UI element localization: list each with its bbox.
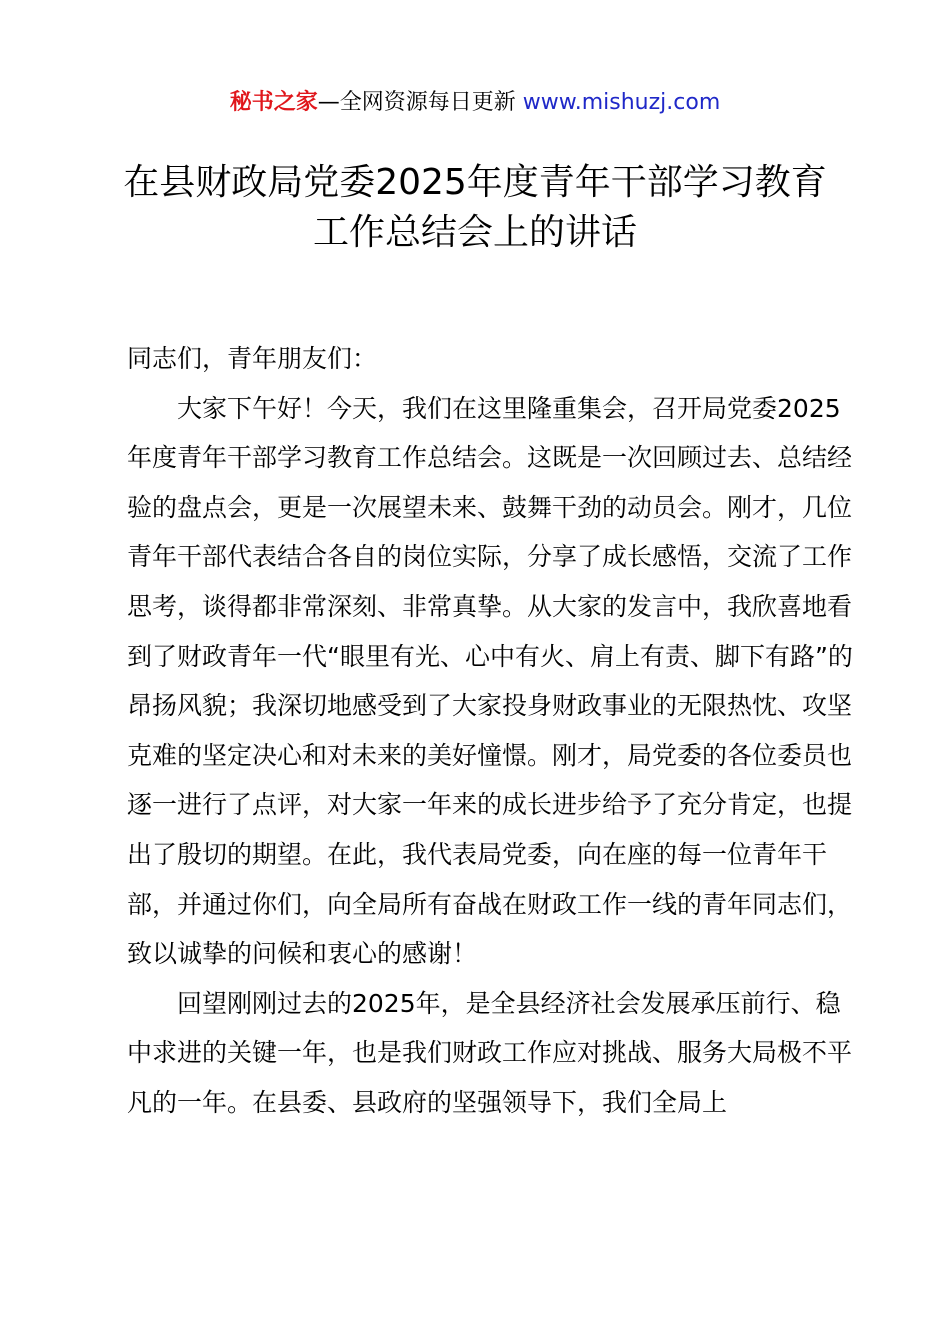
site-header [0, 86, 950, 120]
site-url-link[interactable]: www.mishuzj.com [522, 90, 721, 115]
paragraph-1: 大家下午好！今天，我们在这里隆重集会，召开局党委2025年度青年干部学习教育工作总结会。这既是一次回顾过去、总结经验的盘点会，更是一次展望未来、鼓舞干劲的动员会。刚才，几位青年干部代表结合各自的岗位实际，分享了成长感悟，交流了工作思考，谈得都非常深刻、非常真挚。从大家的发言中，我欣喜地看到了财政青年一代“眼里有光、心中有火、肩上有责、脚下有路”的昂扬风貌；我深切地感受到了大家投身财政事业的无限热忱、攻坚克难的坚定决心和对未来的美好憧憬。刚才，局党委的各位委员也逐一进行了点评，对大家一年来的成长进步给予了充分肯定，也提出了殷切的期望。在此，我代表局党委，向在座的每一位青年干部，并通过你们，向全局所有奋战在财政工作一线的青年同志们，致以诚挚的问候和衷心的感谢！ [127, 393, 853, 969]
document-body [127, 334, 857, 1128]
document-title [80, 158, 870, 258]
title-line-2: 工作总结会上的讲话 [312, 212, 637, 253]
salutation: 同志们，青年朋友们： [127, 344, 378, 373]
title-line-1: 在县财政局党委2025年度青年干部学习教育 [123, 162, 827, 203]
header-tagline: —全网资源每日更新 [317, 90, 516, 115]
brand-name: 秘书之家 [229, 90, 318, 115]
paragraph-2: 回望刚刚过去的2025年，是全县经济社会发展承压前行、稳中求进的关键一年，也是我们财政工作应对挑战、服务大局极不平凡的一年。在县委、县政府的坚强领导下，我们全局上 [127, 988, 853, 1117]
